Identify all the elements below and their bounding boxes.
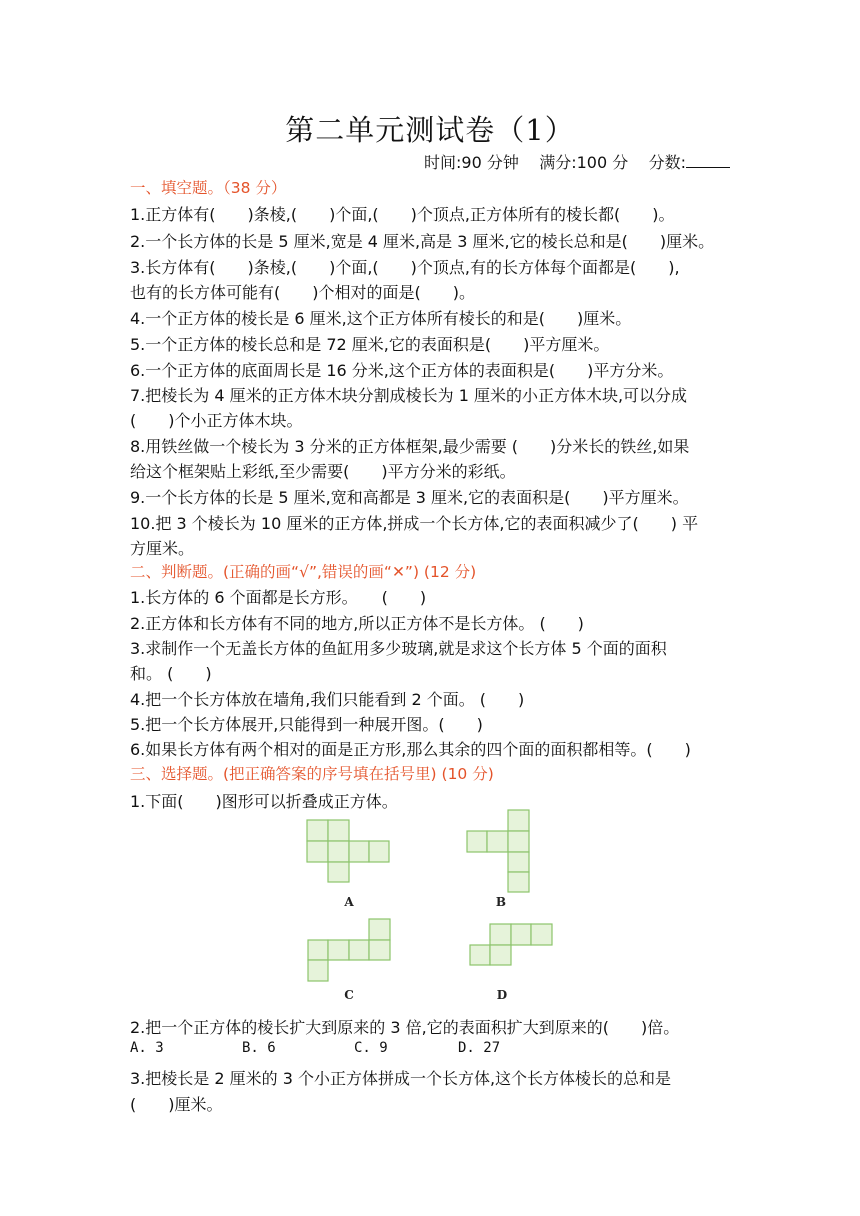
question-line: 1.长方体的 6 个面都是长方形。 ( ) (130, 588, 427, 607)
net-label-a: A (344, 895, 354, 909)
question-line: 和。 ( ) (130, 664, 212, 683)
net-square (490, 924, 511, 945)
net-square (369, 940, 390, 960)
full-score: 满分:100 分 (539, 153, 629, 172)
net-square (369, 919, 390, 940)
net-square (349, 841, 369, 862)
question-line: 3.把棱长是 2 厘米的 3 个小正方体拼成一个长方体,这个长方体棱长的总和是 (130, 1069, 672, 1088)
question-line: 1.正方体有( )条棱,( )个面,( )个顶点,正方体所有的棱长都( )。 (130, 205, 675, 224)
net-square (487, 831, 508, 852)
question-line: 9.一个长方体的长是 5 厘米,宽和高都是 3 厘米,它的表面积是( )平方厘米。 (130, 488, 689, 507)
option-a[interactable]: A. 3 (130, 1040, 164, 1056)
net-square (328, 940, 349, 960)
question-line: 8.用铁丝做一个棱长为 3 分米的正方体框架,最少需要 ( )分米长的铁丝,如果 (130, 437, 690, 456)
section-heading-fill: 一、填空题。（38 分） (130, 179, 287, 197)
time-limit: 时间:90 分钟 (424, 153, 519, 172)
question-line: 6.如果长方体有两个相对的面是正方形,那么其余的四个面的面积都相等。( ) (130, 740, 691, 759)
answer-options (130, 1040, 500, 1056)
net-square (369, 841, 389, 862)
option-d[interactable]: D. 27 (458, 1040, 501, 1056)
net-square (328, 841, 349, 862)
question-line: ( )厘米。 (130, 1095, 223, 1114)
net-square (470, 945, 490, 965)
net-square (508, 810, 529, 831)
net-square (467, 831, 487, 852)
section-heading-judge: 二、判断题。(正确的画“√”,错误的画“✕”) (12 分) (130, 563, 477, 581)
net-square (508, 831, 529, 852)
question-line: 5.把一个长方体展开,只能得到一种展开图。( ) (130, 715, 483, 734)
net-square (328, 862, 349, 882)
net-square (508, 852, 529, 872)
net-square (308, 960, 328, 981)
net-square (508, 872, 529, 892)
net-square (511, 924, 531, 945)
net-a (307, 820, 389, 882)
score-label: 分数: (648, 153, 686, 172)
question-line: 4.一个正方体的棱长是 6 厘米,这个正方体所有棱长的和是( )厘米。 (130, 309, 632, 328)
question-line: 2.正方体和长方体有不同的地方,所以正方体不是长方体。 ( ) (130, 614, 584, 633)
net-b (467, 810, 529, 892)
question-line: 6.一个正方体的底面周长是 16 分米,这个正方体的表面积是( )平方分米。 (130, 361, 674, 380)
question-line: 也有的长方体可能有( )个相对的面是( )。 (130, 283, 475, 302)
option-c[interactable]: C. 9 (354, 1040, 388, 1056)
question-line: 1.下面( )图形可以折叠成正方体。 (130, 792, 398, 811)
question-line: 2.一个长方体的长是 5 厘米,宽是 4 厘米,高是 3 厘米,它的棱长总和是( )厘米。 (130, 232, 715, 251)
net-label-d: D (496, 988, 508, 1002)
net-square (307, 820, 328, 841)
net-label-b: B (495, 895, 507, 909)
net-label-c: C (344, 988, 354, 1002)
section-heading-choice: 三、选择题。(把正确答案的序号填在括号里) (10 分) (130, 765, 494, 783)
page-title: 第二单元测试卷（1） (285, 113, 575, 147)
question-line: 5.一个正方体的棱长总和是 72 厘米,它的表面积是( )平方厘米。 (130, 335, 610, 354)
question-line: 10.把 3 个棱长为 10 厘米的正方体,拼成一个长方体,它的表面积减少了( ) 平 (130, 514, 699, 533)
net-square (490, 945, 511, 965)
question-line: 3.求制作一个无盖长方体的鱼缸用多少玻璃,就是求这个长方体 5 个面的面积 (130, 639, 667, 658)
option-b[interactable]: B. 6 (242, 1040, 276, 1056)
question-line: 4.把一个长方体放在墙角,我们只能看到 2 个面。 ( ) (130, 690, 525, 709)
question-line: ( )个小正方体木块。 (130, 411, 303, 430)
net-square (307, 841, 328, 862)
net-square (308, 940, 328, 960)
net-square (328, 820, 349, 841)
question-line: 7.把棱长为 4 厘米的正方体木块分割成棱长为 1 厘米的小正方体木块,可以分成 (130, 386, 688, 405)
question-line: 给这个框架贴上彩纸,至少需要( )平方分米的彩纸。 (130, 462, 516, 481)
question-line: 方厘米。 (130, 539, 195, 558)
question-line: 2.把一个正方体的棱长扩大到原来的 3 倍,它的表面积扩大到原来的( )倍。 (130, 1018, 680, 1037)
net-square (349, 940, 369, 960)
net-square (531, 924, 552, 945)
question-line: 3.长方体有( )条棱,( )个面,( )个顶点,有的长方体每个面都是( ), (130, 258, 680, 277)
